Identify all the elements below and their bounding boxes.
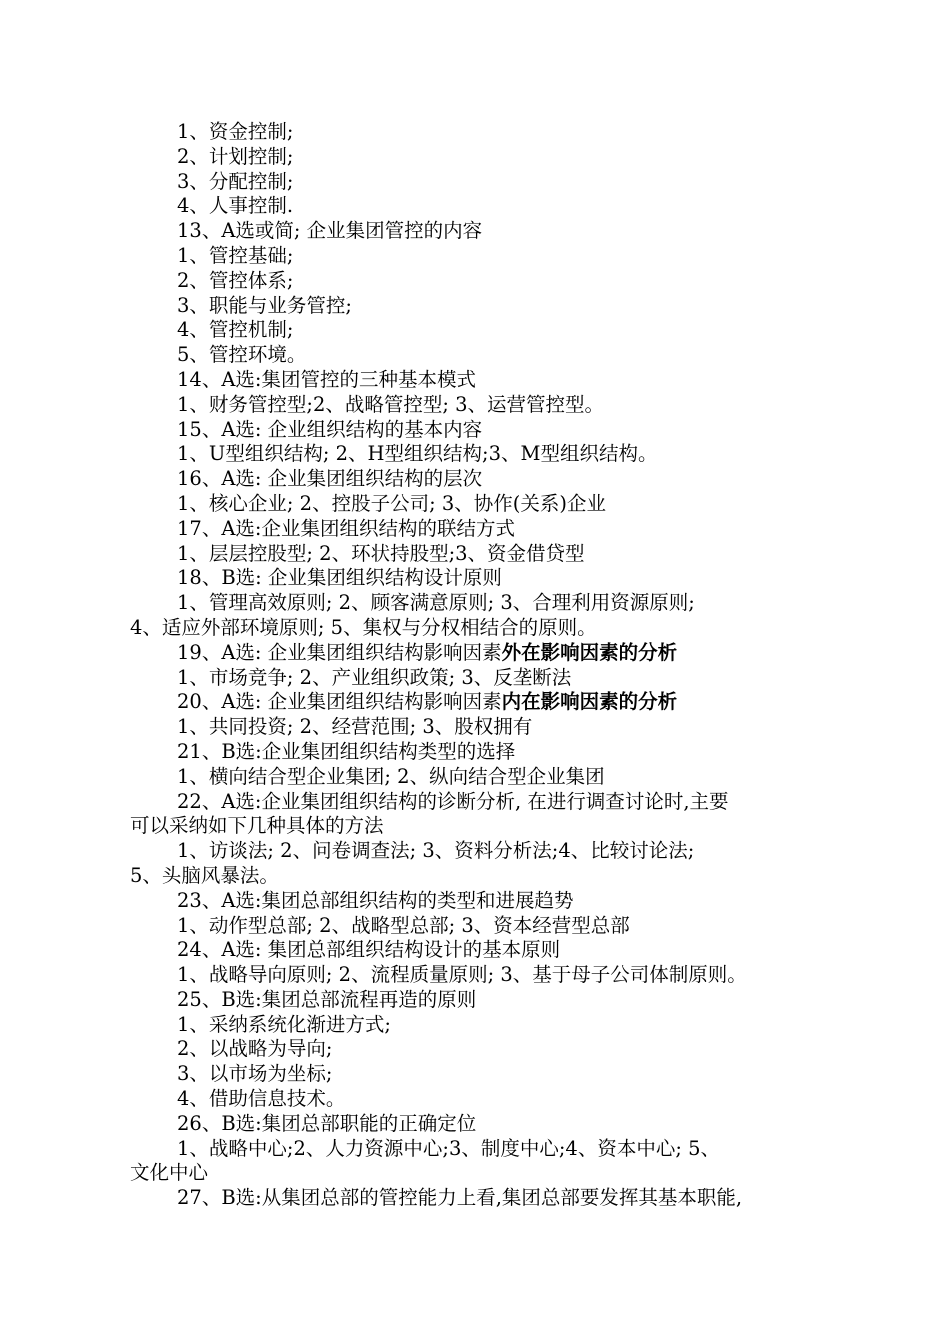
line-text: 21、B选:企业集团组织结构类型的选择 — [177, 739, 516, 763]
line-text: 1、采纳系统化渐进方式; — [177, 1012, 391, 1036]
text-line — [130, 1112, 820, 1137]
line-text: 27、B选:从集团总部的管控能力上看,集团总部要发挥其基本职能, — [177, 1186, 743, 1210]
text-line — [130, 467, 820, 492]
text-line — [130, 790, 820, 815]
text-line — [130, 244, 820, 269]
line-text: 2、计划控制; — [177, 144, 294, 168]
line-text: 1、共同投资; 2、经营范围; 3、股权拥有 — [177, 715, 533, 739]
line-text: 文化中心 — [130, 1161, 209, 1185]
line-text: 13、A选或简; 企业集团管控的内容 — [177, 219, 483, 243]
line-text: 1、访谈法; 2、问卷调查法; 3、资料分析法;4、比较讨论法; — [177, 839, 695, 863]
text-line — [130, 170, 820, 195]
line-text: 1、战略中心;2、人力资源中心;3、制度中心;4、资本中心; 5、 — [177, 1136, 721, 1160]
text-line — [130, 666, 820, 691]
line-text: 23、A选:集团总部组织结构的类型和进展趋势 — [177, 888, 574, 912]
text-line — [130, 566, 820, 591]
line-text: 15、A选: 企业组织结构的基本内容 — [177, 417, 483, 441]
line-text: 24、A选: 集团总部组织结构设计的基本原则 — [177, 938, 561, 962]
line-text: 25、B选:集团总部流程再造的原则 — [177, 987, 477, 1011]
text-line — [130, 715, 820, 740]
line-text: 2、管控体系; — [177, 268, 294, 292]
text-line — [130, 690, 820, 715]
text-line — [130, 294, 820, 319]
line-text: 1、层层控股型; 2、环状持股型;3、资金借贷型 — [177, 541, 585, 565]
line-text: 2、以战略为导向; — [177, 1037, 333, 1061]
text-line — [130, 591, 820, 616]
line-text: 3、以市场为坐标; — [177, 1062, 333, 1086]
line-text: 1、横向结合型企业集团; 2、纵向结合型企业集团 — [177, 764, 605, 788]
line-text: 1、动作型总部; 2、战略型总部; 3、资本经营型总部 — [177, 913, 630, 937]
text-line — [130, 839, 820, 864]
text-line — [130, 914, 820, 939]
line-text: 4、适应外部环境原则; 5、集权与分权相结合的原则。 — [130, 615, 597, 639]
line-text: 18、B选: 企业集团组织结构设计原则 — [177, 566, 502, 590]
bold-emphasis: 内在影响因素的分析 — [501, 690, 678, 714]
line-text: 1、U型组织结构; 2、H型组织结构;3、M型组织结构。 — [177, 442, 658, 466]
text-line — [130, 318, 820, 343]
text-line — [130, 120, 820, 145]
line-text: 5、头脑风暴法。 — [130, 863, 279, 887]
line-text: 1、核心企业; 2、控股子公司; 3、协作(关系)企业 — [177, 491, 606, 515]
text-line — [130, 269, 820, 294]
text-line — [130, 1161, 820, 1186]
line-text: 1、战略导向原则; 2、流程质量原则; 3、基于母子公司体制原则。 — [177, 963, 747, 987]
line-text: 14、A选:集团管控的三种基本模式 — [177, 367, 476, 391]
text-line — [130, 988, 820, 1013]
line-text: 可以采纳如下几种具体的方法 — [130, 814, 384, 838]
text-line — [130, 343, 820, 368]
text-line — [130, 393, 820, 418]
text-line — [130, 542, 820, 567]
text-line — [130, 740, 820, 765]
line-text: 22、A选:企业集团组织结构的诊断分析, 在进行调查讨论时,主要 — [177, 789, 729, 813]
text-line — [130, 1037, 820, 1062]
text-line — [130, 814, 820, 839]
line-text: 1、管理高效原则; 2、顾客满意原则; 3、合理利用资源原则; — [177, 591, 695, 615]
line-text: 4、管控机制; — [177, 318, 294, 342]
text-line — [130, 616, 820, 641]
text-line — [130, 864, 820, 889]
text-line — [130, 889, 820, 914]
text-line — [130, 517, 820, 542]
text-line — [130, 442, 820, 467]
line-text: 1、管控基础; — [177, 243, 294, 267]
document-body — [130, 120, 820, 1211]
line-text: 26、B选:集团总部职能的正确定位 — [177, 1111, 477, 1135]
line-text: 4、借助信息技术。 — [177, 1087, 346, 1111]
text-line — [130, 765, 820, 790]
line-text: 4、人事控制. — [177, 194, 294, 218]
text-line — [130, 641, 820, 666]
bold-emphasis: 外在影响因素的分析 — [501, 640, 678, 664]
text-line — [130, 418, 820, 443]
text-line — [130, 1062, 820, 1087]
line-text: 1、资金控制; — [177, 120, 294, 143]
text-line — [130, 1186, 820, 1211]
text-line — [130, 963, 820, 988]
text-line — [130, 1087, 820, 1112]
line-text: 1、财务管控型;2、战略管控型; 3、运营管控型。 — [177, 392, 605, 416]
text-line — [130, 1137, 820, 1162]
text-line — [130, 492, 820, 517]
text-line — [130, 1013, 820, 1038]
line-text: 19、A选: 企业集团组织结构影响因素 — [177, 640, 502, 664]
text-line — [130, 368, 820, 393]
line-text: 20、A选: 企业集团组织结构影响因素 — [177, 690, 502, 714]
text-line — [130, 938, 820, 963]
line-text: 3、分配控制; — [177, 169, 294, 193]
text-line — [130, 219, 820, 244]
text-line — [130, 145, 820, 170]
text-line — [130, 194, 820, 219]
line-text: 1、市场竞争; 2、产业组织政策; 3、反垄断法 — [177, 665, 572, 689]
line-text: 3、职能与业务管控; — [177, 293, 352, 317]
line-text: 17、A选:企业集团组织结构的联结方式 — [177, 516, 515, 540]
line-text: 5、管控环境。 — [177, 343, 307, 367]
line-text: 16、A选: 企业集团组织结构的层次 — [177, 467, 483, 491]
